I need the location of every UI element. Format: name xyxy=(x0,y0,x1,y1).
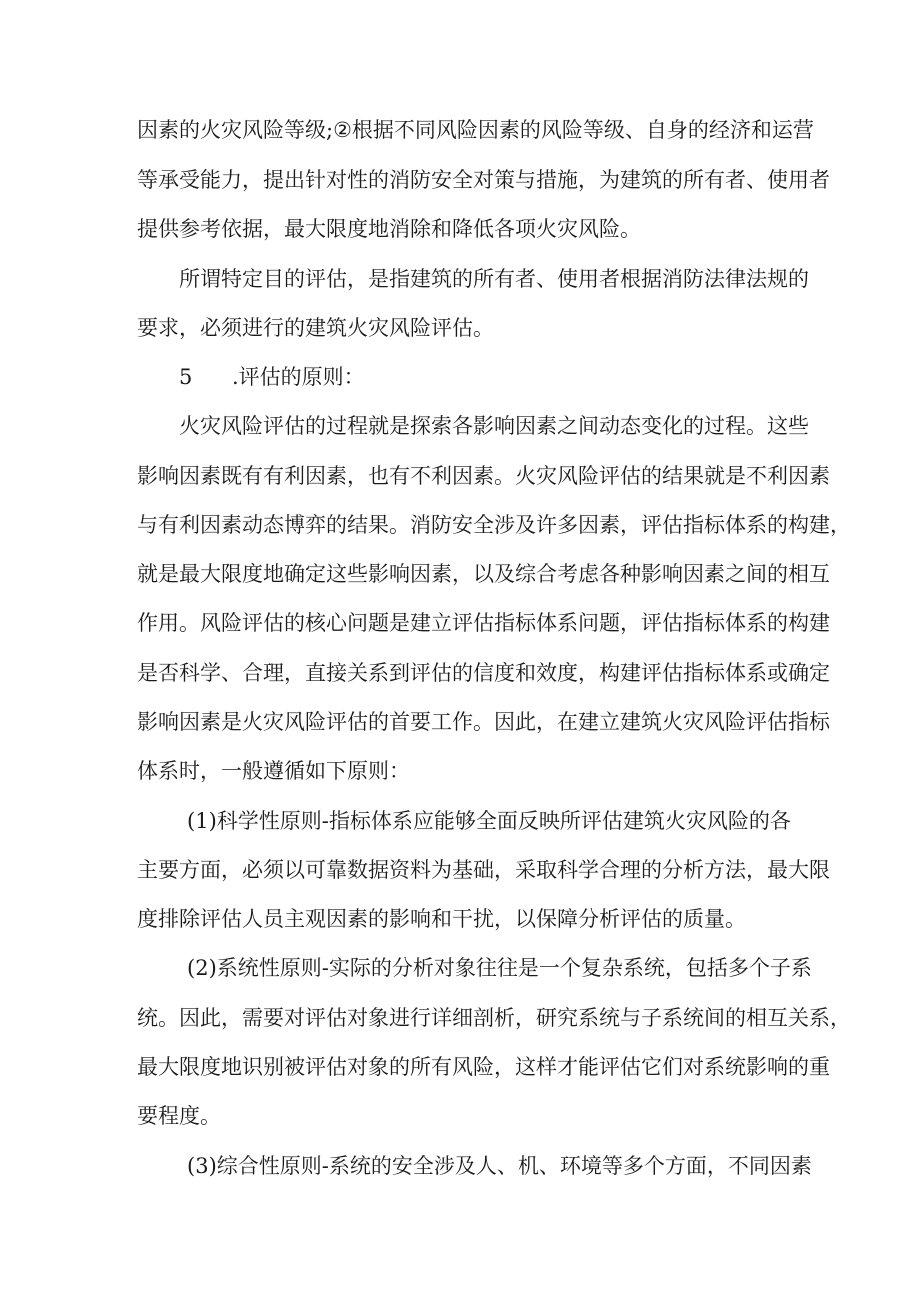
section-heading-text: .评估的原则： xyxy=(232,365,365,389)
paragraph-line: 因 素 的 火 灾 风 险 等 级 ; ② 根 据 不 同 风 险 因 素 的 风 险 等 级 、 自 身 的 经 济 和 运 营 xyxy=(137,118,814,142)
paragraph-line: 等 承 受 能 力 ， 提 出 针 对 性 的 消 防 安 全 对 策 与 措 施 ， 为 建 筑 的 所 有 者 、 使 用 者 xyxy=(137,168,830,192)
paragraph-line: 统 。 因 此 ， 需 要 对 评 估 对 象 进 行 详 细 剖 析 ， 研 究 系 统 与 子 系 统 间 的 相 互 关 系 ， xyxy=(137,1006,851,1030)
paragraph-line: 影 响 因 素 是 火 灾 风 险 评 估 的 首 要 工 作 。 因 此 ， 在 建 立 建 筑 火 灾 风 险 评 估 指 标 xyxy=(137,710,830,734)
paragraph-line: 作 用 。 风 险 评 估 的 核 心 问 题 是 建 立 评 估 指 标 体 系 问 题 ， 评 估 指 标 体 系 的 构 建 xyxy=(137,611,830,635)
paragraph-line: 影 响 因 素 既 有 有 利 因 素 ， 也 有 不 利 因 素 。 火 灾 风 险 评 估 的 结 果 就 是 不 利 因 素 xyxy=(137,464,830,488)
paragraph-line: 要程度。 xyxy=(137,1104,221,1128)
paragraph-line: 最 大 限 度 地 识 别 被 评 估 对 象 的 所 有 风 险 ， 这 样 才 能 评 估 它 们 对 系 统 影 响 的 重 xyxy=(137,1055,830,1079)
paragraph-line: 火 灾 风 险 评 估 的 过 程 就 是 探 索 各 影 响 因 素 之 间 动 态 变 化 的 过 程 。 这 些 xyxy=(179,414,809,438)
paragraph-line: 要求，必须进行的建筑火灾风险评估。 xyxy=(137,316,494,340)
paragraph-line: 主 要 方 面 ， 必 须 以 可 靠 数 据 资 料 为 基 础 ， 采 取 科 学 合 理 的 分 析 方 法 ， 最 大 限 xyxy=(137,858,830,882)
paragraph-line: 提供参考依据，最大限度地消除和降低各项火灾风险。 xyxy=(137,217,641,241)
paragraph-line: 度排除评估人员主观因素的影响和干扰，以保障分析评估的质量。 xyxy=(137,907,746,931)
paragraph-line: 体系时，一般遵循如下原则： xyxy=(137,759,410,783)
paragraph-line: 是 否 科 学 、 合 理 ， 直 接 关 系 到 评 估 的 信 度 和 效 度 ， 构 建 评 估 指 标 体 系 或 确 定 xyxy=(137,661,830,685)
paragraph-line: ( 2 ) 系 统 性 原 则 - 实 际 的 分 析 对 象 往 往 是 一 个 复 杂 系 统 ， 包 括 多 个 子 系 xyxy=(187,956,812,980)
paragraph-line: 就 是 最 大 限 度 地 确 定 这 些 影 响 因 素 ， 以 及 综 合 考 虑 各 种 影 响 因 素 之 间 的 相 互 xyxy=(137,562,830,586)
paragraph-line: ( 3 ) 综 合 性 原 则 - 系 统 的 安 全 涉 及 人 、 机 、 环 境 等 多 个 方 面 ， 不 同 因 素 xyxy=(187,1154,812,1178)
paragraph-line: 所谓特定目的评估，是指建筑的所有者、使用者根据消防法律法规的 xyxy=(179,267,809,291)
paragraph-line: 与 有 利 因 素 动 态 博 弈 的 结 果 。 消 防 安 全 涉 及 许 多 因 素 ， 评 估 指 标 体 系 的 构 建 ， xyxy=(137,513,851,537)
section-heading-number: 5 xyxy=(179,365,193,389)
paragraph-line: ( 1 ) 科 学 性 原 则 - 指 标 体 系 应 能 够 全 面 反 映 所 评 估 建 筑 火 灾 风 险 的 各 xyxy=(187,809,791,833)
